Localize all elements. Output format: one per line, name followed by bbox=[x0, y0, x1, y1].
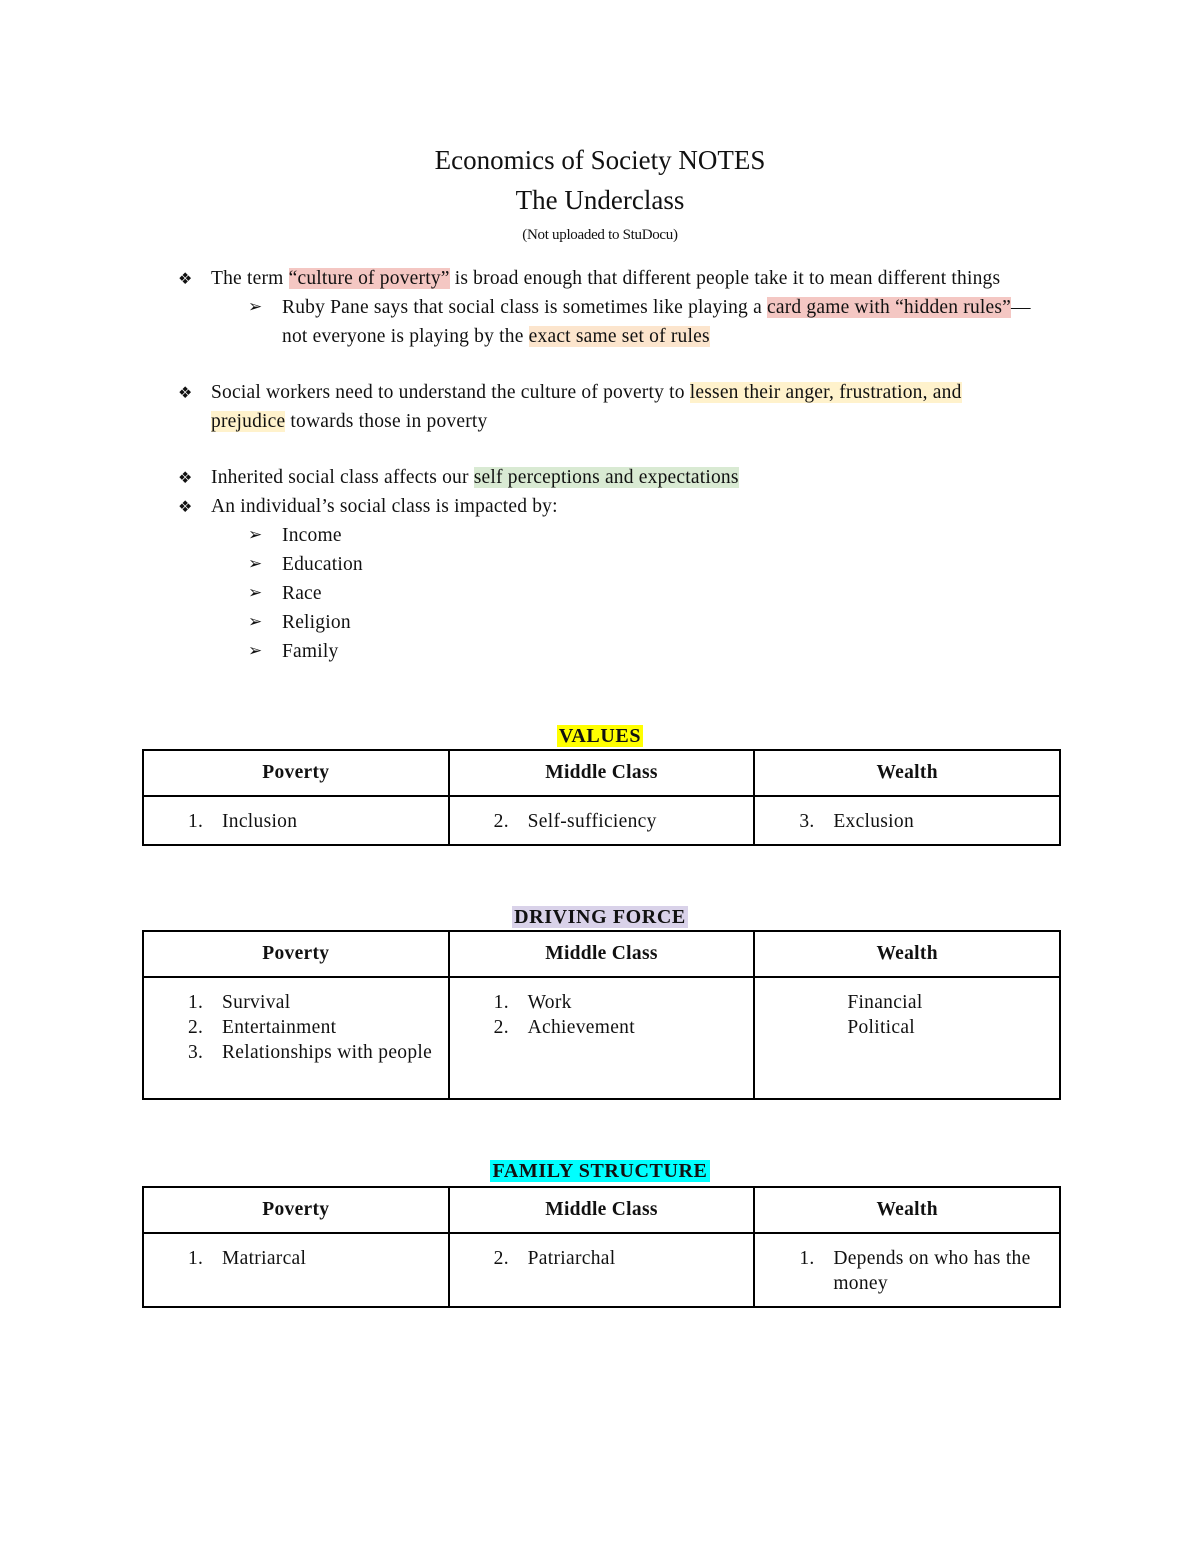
factor-label: Education bbox=[282, 554, 363, 575]
arrowhead-bullet-icon: ➢ bbox=[248, 554, 263, 574]
sub-bullet-item bbox=[178, 521, 1038, 550]
table-cell bbox=[754, 1233, 1060, 1307]
bullet-text: An individual’s social class is impacted by: bbox=[211, 496, 558, 517]
table-cell bbox=[449, 977, 755, 1099]
bullet-text: Social workers need to understand the culture of poverty to bbox=[211, 382, 690, 403]
diamond-bullet-icon: ❖ bbox=[178, 497, 193, 516]
bullet-item bbox=[178, 463, 1038, 492]
bullet-text: is broad enough that different people take it to mean different things bbox=[449, 268, 1001, 289]
factor-label: Race bbox=[282, 583, 322, 604]
bullet-item bbox=[178, 378, 1038, 436]
list-item: 2. Achievement bbox=[493, 1017, 635, 1038]
sub-bullet-item bbox=[178, 293, 1038, 351]
values-table bbox=[142, 749, 1061, 846]
column-header: Wealth bbox=[754, 931, 1060, 977]
list-item: 1. Survival bbox=[188, 992, 291, 1013]
page-title: Economics of Society NOTES bbox=[434, 145, 766, 175]
table-row bbox=[143, 977, 1060, 1099]
upload-note: (Not uploaded to StuDocu) bbox=[522, 227, 678, 243]
page-subtitle: The Underclass bbox=[515, 185, 685, 215]
diamond-bullet-icon: ❖ bbox=[178, 269, 193, 288]
highlight-text: card game with “hidden rules” bbox=[767, 297, 1012, 318]
list-item: 3. Relationships with people bbox=[188, 1042, 433, 1063]
diamond-bullet-icon: ❖ bbox=[178, 383, 193, 402]
highlight-text: lessen their anger, frustration, and prejudice bbox=[211, 382, 962, 432]
bullet-item bbox=[178, 492, 1038, 521]
bullet-text: Inherited social class affects our bbox=[211, 467, 474, 488]
bullet-item bbox=[178, 264, 1038, 293]
bullet-text: Ruby Pane says that social class is sometimes like playing a bbox=[282, 297, 767, 318]
sub-bullet-item bbox=[178, 550, 1038, 579]
factor-label: Family bbox=[282, 641, 339, 662]
list-item: 1. Inclusion bbox=[188, 811, 298, 832]
table-cell bbox=[449, 796, 755, 845]
table-cell bbox=[143, 977, 449, 1099]
family-structure-section-title: FAMILY STRUCTURE bbox=[492, 1160, 708, 1182]
sub-bullet-item bbox=[178, 579, 1038, 608]
highlight-text: “culture of poverty” bbox=[288, 268, 450, 289]
driving-force-section-title: DRIVING FORCE bbox=[514, 906, 686, 928]
arrowhead-bullet-icon: ➢ bbox=[248, 525, 263, 545]
list-item: Political bbox=[847, 1017, 916, 1038]
table-header-row bbox=[143, 750, 1060, 796]
bullet-text: The term bbox=[211, 268, 289, 289]
list-item: 1. Matriarcal bbox=[188, 1248, 307, 1269]
table-row bbox=[143, 796, 1060, 845]
arrowhead-bullet-icon: ➢ bbox=[248, 612, 263, 632]
list-item: 2. Patriarchal bbox=[493, 1248, 616, 1269]
column-header: Wealth bbox=[754, 750, 1060, 796]
list-item: 1. Depends on who has the money bbox=[799, 1248, 1031, 1294]
arrowhead-bullet-icon: ➢ bbox=[248, 583, 263, 603]
list-item: Financial bbox=[847, 992, 923, 1013]
table-cell bbox=[143, 1233, 449, 1307]
title-block bbox=[0, 140, 1200, 248]
factor-label: Religion bbox=[282, 612, 351, 633]
column-header: Wealth bbox=[754, 1187, 1060, 1233]
column-header: Poverty bbox=[143, 1187, 449, 1233]
column-header: Middle Class bbox=[449, 1187, 755, 1233]
sub-bullet-item bbox=[178, 637, 1038, 666]
factor-label: Income bbox=[282, 525, 342, 546]
family-structure-table bbox=[142, 1186, 1061, 1308]
list-item: 3. Exclusion bbox=[799, 811, 915, 832]
table-header-row bbox=[143, 931, 1060, 977]
table-row bbox=[143, 1233, 1060, 1307]
sub-bullet-item bbox=[178, 608, 1038, 637]
arrowhead-bullet-icon: ➢ bbox=[248, 297, 263, 317]
list-item: 1. Work bbox=[493, 992, 572, 1013]
highlight-text: exact same set of rules bbox=[528, 326, 710, 347]
bullet-text: towards those in poverty bbox=[285, 411, 488, 432]
highlight-text: self perceptions and expectations bbox=[473, 467, 739, 488]
bullet-text: — not everyone is playing by the bbox=[282, 297, 1031, 347]
column-header: Poverty bbox=[143, 750, 449, 796]
column-header: Poverty bbox=[143, 931, 449, 977]
table-cell bbox=[143, 796, 449, 845]
arrowhead-bullet-icon: ➢ bbox=[248, 641, 263, 661]
notes-bullet-list bbox=[178, 264, 1038, 666]
table-header-row bbox=[143, 1187, 1060, 1233]
diamond-bullet-icon: ❖ bbox=[178, 468, 193, 487]
driving-force-table bbox=[142, 930, 1061, 1100]
column-header: Middle Class bbox=[449, 931, 755, 977]
table-cell bbox=[449, 1233, 755, 1307]
table-cell bbox=[754, 977, 1060, 1099]
table-cell bbox=[754, 796, 1060, 845]
column-header: Middle Class bbox=[449, 750, 755, 796]
list-item: 2. Self-sufficiency bbox=[493, 811, 657, 832]
values-section-title: VALUES bbox=[558, 725, 642, 747]
list-item: 2. Entertainment bbox=[188, 1017, 337, 1038]
